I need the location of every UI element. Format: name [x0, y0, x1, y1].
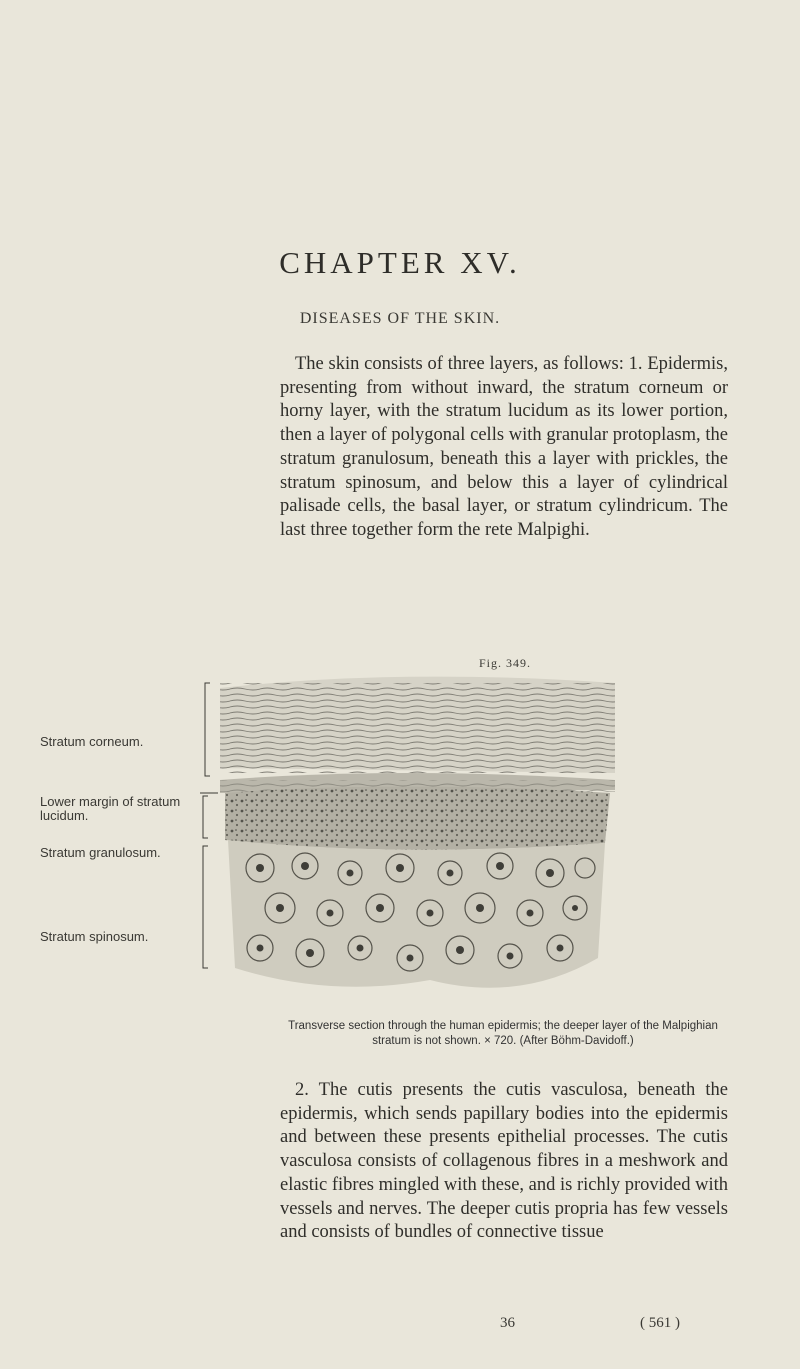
paragraph-skin-layers: The skin consists of three layers, as follows: 1. Epidermis, presenting from without inward, the stratum corneum or horny layer, with the stratum lucidum as its lower portion, then a layer of polygonal cells with granular protoplasm, the stratum granulosum, beneath this a layer with prickles, the stratum spinosum, and below this a layer of cylindrical palisade cells, the basal layer, or stratum cylindricum. The last three together form the rete Malpighi.: [280, 354, 728, 540]
label-stratum-spinosum: Stratum spinosum.: [40, 929, 149, 944]
page-signature: ( 561 ): [640, 1315, 680, 1331]
label-stratum-granulosum: Stratum granulosum.: [40, 845, 161, 860]
chapter-heading: CHAPTER XV.: [279, 245, 521, 280]
figure-label: Fig. 349.: [478, 656, 531, 670]
figure-caption: Transverse section through the human epidermis; the deeper layer of the Malpighian stratum is not shown. × 720. (After Böhm-Davidoff.): [288, 1020, 718, 1047]
label-stratum-corneum: Stratum corneum.: [40, 734, 144, 749]
epidermis-illustration: [200, 668, 620, 1008]
chapter-title: DISEASES OF THE SKIN.: [299, 310, 501, 327]
epidermis-section-figure: [200, 668, 620, 1008]
page-number: 36: [500, 1315, 515, 1331]
label-stratum-lucidum: Lower margin of stratum lucidum.: [40, 794, 181, 823]
paragraph-cutis: 2. The cutis presents the cutis vasculosa, beneath the epidermis, which sends papillary bodies into the epidermis and between these presents epithelial processes. The cutis vasculosa consists of collagenous fibres in a meshwork and elastic fibres mingled with these, and is richly provided with vessels and nerves. The deeper cutis propria has few vessels and consists of bundles of connective tissue: [280, 1080, 729, 1243]
